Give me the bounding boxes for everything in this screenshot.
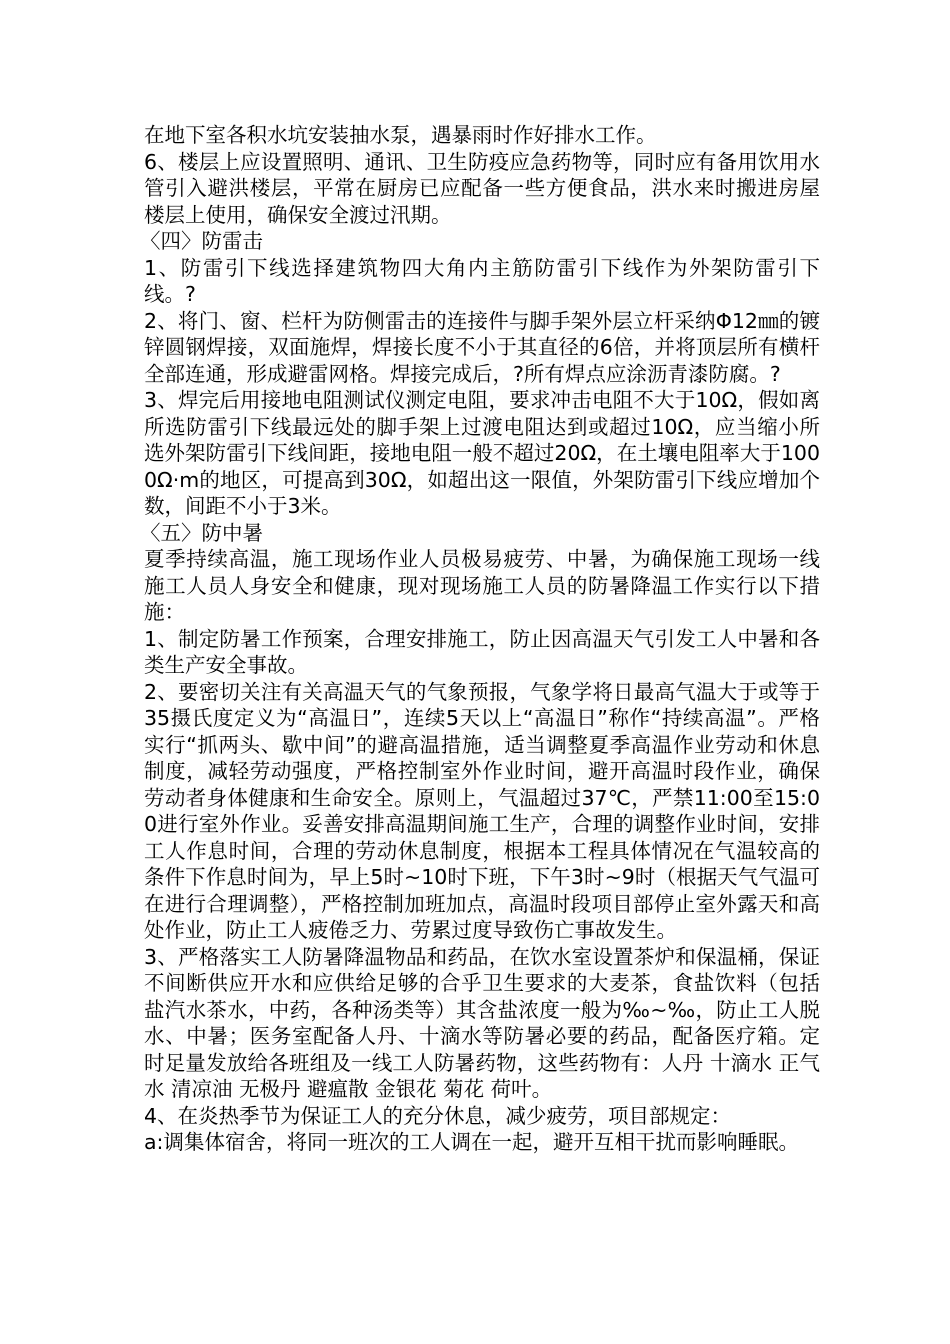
paragraph-heat-3: 3、严格落实工人防暑降温物品和药品，在饮水室设置茶炉和保温桶，保证不间断供应开水和应供给足够的合乎卫生要求的大麦茶，食盐饮料（包括盐汽水茶水，中药，各种汤类等）其含盐浓度一般为‰~‰，防止工人脱水、中暑；医务室配备人丹、十滴水等防暑必要的药品，配备医疗箱。定时足量发放给各班组及一线工人防暑药物，这些药物有：人丹 十滴水 正气水 清凉油 无极丹 避瘟散 金银花 菊花 荷叶。 bbox=[144, 944, 820, 1101]
paragraph-heat-2: 2、要密切关注有关高温天气的气象预报，气象学将日最高气温大于或等于35摄氏度定义为“高温日”，连续5天以上“高温日”称作“持续高温”。严格实行“抓两头、歇中间”的避高温措施，适当调整夏季高温作业劳动和休息制度，减轻劳动强度，严格控制室外作业时间，避开高温时段作业，确保劳动者身体健康和生命安全。原则上，气温超过37℃，严禁11:00至15:00进行室外作业。妥善安排高温期间施工生产，合理的调整作业时间，安排工人作息时间，合理的劳动休息制度，根据本工程具体情况在气温较高的条件下作息时间为，早上5时~10时下班，下午3时~9时（根据天气气温可在进行合理调整），严格控制加班加点，高温时段项目部停止室外露天和高处作业，防止工人疲倦乏力、劳累过度导致伤亡事故发生。 bbox=[144, 679, 820, 942]
paragraph-drainage: 在地下室各积水坑安装抽水泵，遇暴雨时作好排水工作。 bbox=[144, 123, 657, 147]
paragraph-heat-4a: a:调集体宿舍，将同一班次的工人调在一起，避开互相干扰而影响睡眠。 bbox=[144, 1130, 799, 1154]
section-heading-lightning: 〈四〉防雷击 bbox=[140, 229, 263, 253]
paragraph-flood-floor: 6、楼层上应设置照明、通讯、卫生防疫应急药物等，同时应有备用饮用水管引入避洪楼层，平常在厨房已应配备一些方便食品，洪水来时搬进房屋楼层上使用，确保安全渡过汛期。 bbox=[144, 149, 820, 227]
paragraph-heat-intro: 夏季持续高温，施工现场作业人员极易疲劳、中暑，为确保施工现场一线施工人员人身安全和健康，现对现场施工人员的防暑降温工作实行以下措施： bbox=[144, 547, 820, 624]
paragraph-heat-1: 1、制定防暑工作预案，合理安排施工，防止因高温天气引发工人中暑和各类生产安全事故。 bbox=[144, 626, 820, 677]
paragraph-lightning-2: 2、将门、窗、栏杆为防侧雷击的连接件与脚手架外层立杆采纳Φ12㎜的镀锌圆钢焊接，双面施焊，焊接长度不小于其直径的6倍，并将顶层所有横杆全部连通，形成避雷网格。焊接完成后，?所有焊点应涂沥青漆防腐。? bbox=[144, 308, 820, 386]
paragraph-heat-4: 4、在炎热季节为保证工人的充分休息，减少疲劳，项目部规定： bbox=[144, 1103, 732, 1128]
paragraph-lightning-1: 1、防雷引下线选择建筑物四大角内主筋防雷引下线作为外架防雷引下线。? bbox=[144, 255, 820, 306]
document-page bbox=[140, 122, 820, 1156]
section-heading-heatstroke: 〈五〉防中暑 bbox=[140, 520, 263, 545]
paragraph-lightning-3: 3、焊完后用接地电阻测试仪测定电阻，要求冲击电阻不大于10Ω，假如离所选防雷引下线最远处的脚手架上过渡电阻达到或超过10Ω，应当缩小所选外架防雷引下线间距，接地电阻一般不超过20Ω，在土壤电阻率大于1000Ω·m的地区，可提高到30Ω，如超出这一限值，外架防雷引下线应增加个数，间距不小于3米。 bbox=[144, 388, 820, 518]
